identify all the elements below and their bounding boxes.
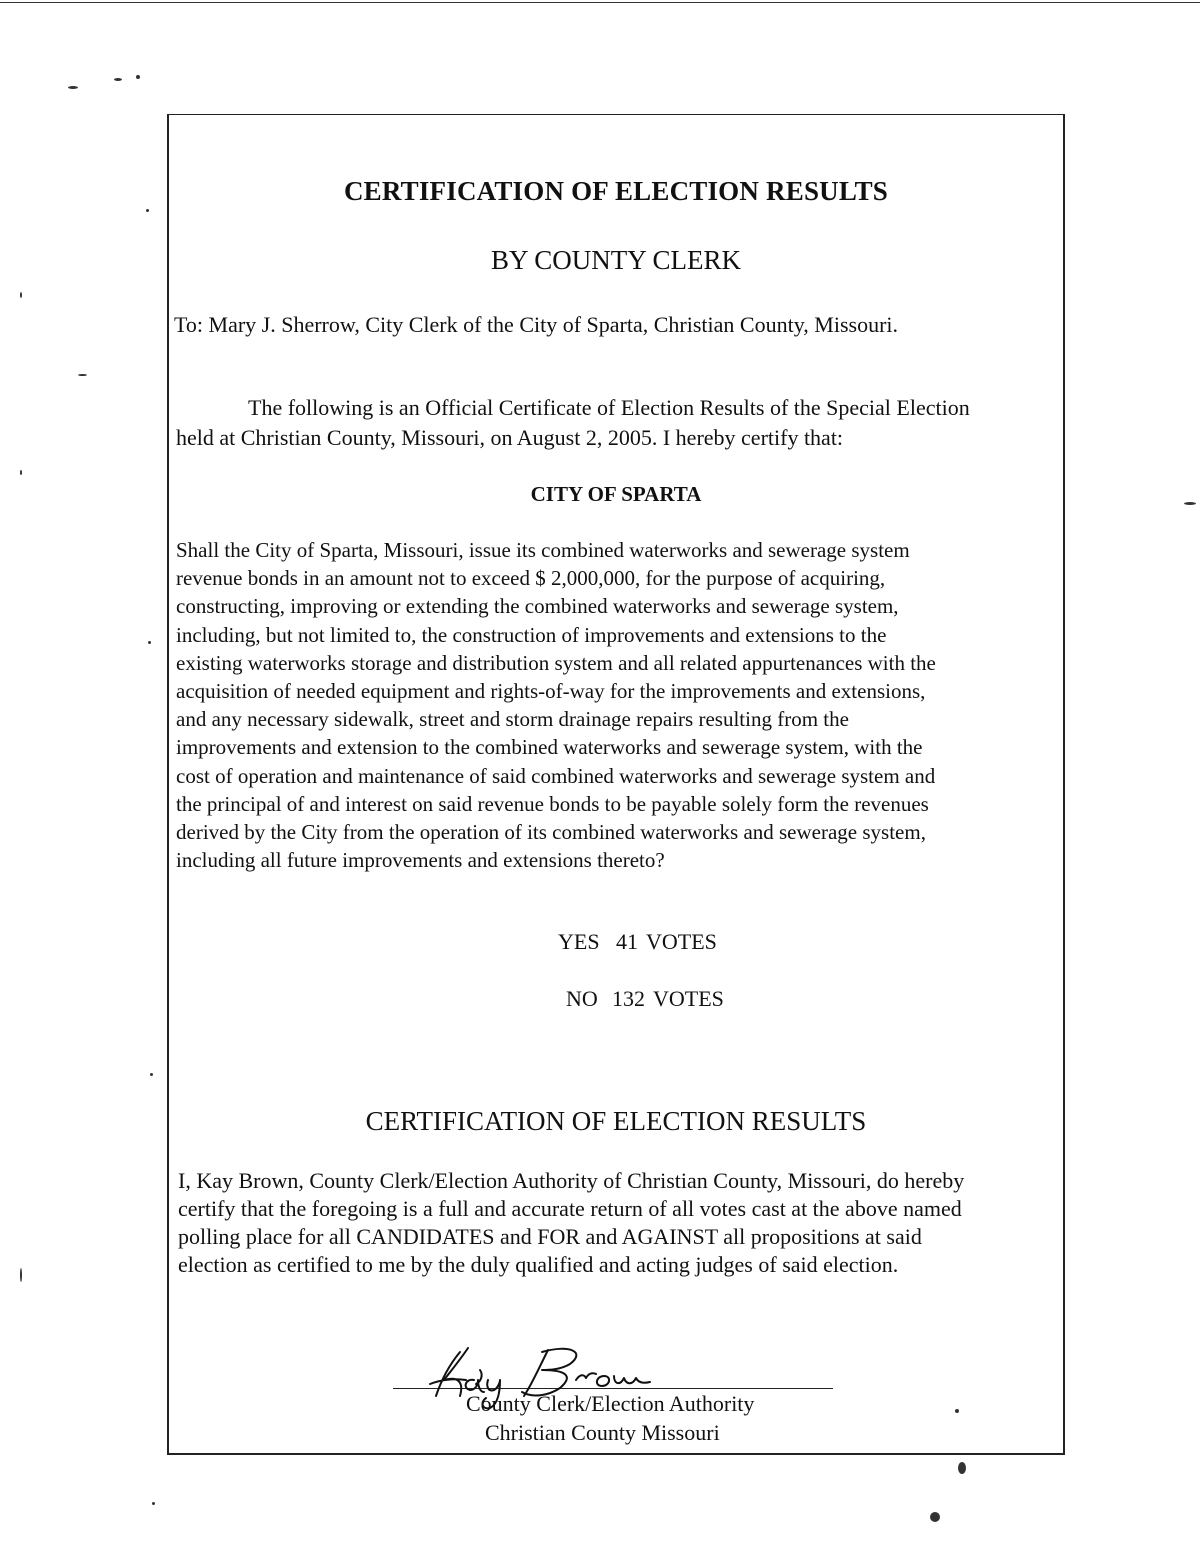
- question-line: revenue bonds in an amount not to exceed $ 2,000,000, for the purpose of acquiring,: [176, 566, 886, 591]
- question-line: Shall the City of Sparta, Missouri, issue its combined waterworks and sewerage system: [176, 538, 910, 562]
- statement-line: certify that the foregoing is a full and accurate return of all votes cast at the above named: [178, 1196, 962, 1221]
- scan-speck: [148, 641, 151, 644]
- vote-result-yes: [558, 929, 778, 957]
- intro-paragraph: [176, 393, 1056, 453]
- scan-speck: [136, 75, 140, 79]
- vote-count: 132: [612, 986, 645, 1011]
- scan-speck: [1184, 502, 1196, 505]
- scan-speck: [68, 86, 78, 89]
- vote-unit: VOTES: [653, 986, 724, 1011]
- statement-line: election as certified to me by the duly qualified and acting judges of said election.: [178, 1252, 899, 1277]
- ballot-question: [176, 536, 1056, 874]
- scan-speck: [78, 374, 87, 376]
- vote-choice: YES: [558, 929, 600, 954]
- intro-line: The following is an Official Certificate of Election Results of the Special Election: [248, 395, 970, 420]
- intro-line: held at Christian County, Missouri, on August 2, 2005. I hereby certify that:: [176, 425, 844, 450]
- question-line: the principal of and interest on said revenue bonds to be payable solely form the revenues: [176, 791, 929, 816]
- document-title: CERTIFICATION OF ELECTION RESULTS: [343, 176, 889, 206]
- vote-result-no: [566, 986, 786, 1014]
- question-line: improvements and extension to the combined waterworks and sewerage system, with the: [176, 735, 923, 760]
- vote-count: 41: [616, 929, 638, 954]
- question-line: acquisition of needed equipment and rights-of-way for the improvements and extensions,: [176, 679, 926, 704]
- signature-county: Christian County Missouri: [485, 1420, 720, 1445]
- vote-choice: NO: [566, 986, 598, 1011]
- vote-unit: VOTES: [646, 929, 717, 954]
- entity-heading: CITY OF SPARTA: [530, 482, 702, 506]
- document-subtitle: BY COUNTY CLERK: [490, 245, 741, 275]
- question-line: and any necessary sidewalk, street and storm drainage repairs resulting from the: [176, 707, 849, 732]
- question-line: constructing, improving or extending the combined waterworks and sewerage system,: [176, 594, 899, 619]
- scan-speck: [20, 292, 22, 298]
- scan-speck: [152, 1502, 155, 1505]
- scan-top-rule: [0, 2, 1200, 3]
- scan-speck: [114, 78, 122, 81]
- question-line: including all future improvements and extensions thereto?: [176, 848, 665, 873]
- scan-speck: [20, 470, 22, 475]
- question-line: derived by the City from the operation of its combined waterworks and sewerage system,: [176, 820, 926, 845]
- question-line: existing waterworks storage and distribution system and all related appurtenances with the: [176, 650, 936, 675]
- scan-speck: [958, 1462, 966, 1474]
- statement-line: I, Kay Brown, County Clerk/Election Authority of Christian County, Missouri, do hereby: [178, 1168, 965, 1193]
- scan-speck: [150, 1073, 153, 1076]
- addressee-line: To: Mary J. Sherrow, City Clerk of the City of Sparta, Christian County, Missouri.: [174, 312, 899, 337]
- certification-statement: [178, 1167, 1058, 1279]
- signature-title: County Clerk/Election Authority: [466, 1391, 755, 1416]
- certification-heading: CERTIFICATION OF ELECTION RESULTS: [365, 1106, 867, 1136]
- scan-speck: [146, 209, 149, 212]
- question-line: cost of operation and maintenance of said combined waterworks and sewerage system and: [176, 763, 936, 788]
- scan-speck: [930, 1512, 940, 1522]
- statement-line: polling place for all CANDIDATES and FOR and AGAINST all propositions at said: [178, 1224, 922, 1249]
- scan-speck: [20, 1268, 22, 1282]
- question-line: including, but not limited to, the construction of improvements and extensions to the: [176, 622, 887, 647]
